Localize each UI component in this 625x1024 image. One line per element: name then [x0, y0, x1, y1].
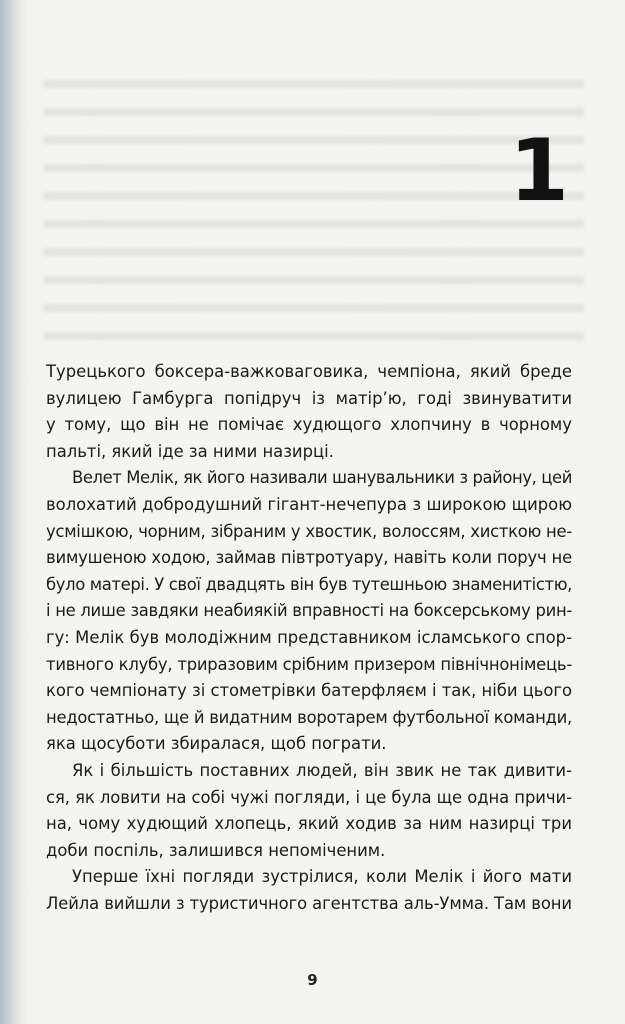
text-line: тивного клубу, триразовим срібним призером північнонімець-	[46, 654, 573, 674]
text-line: кого чемпіонату зі стометрівки батерфляєм і так, ніби цього	[46, 681, 572, 701]
body-text	[46, 359, 572, 917]
spine-shadow	[0, 0, 22, 1024]
text-line: Уперше їхні погляди зустрілися, коли Мелік і його мати	[72, 867, 572, 887]
text-line: на, чому худющий хлопець, який ходив за ним назирці три	[46, 814, 572, 834]
text-line: гу: Мелік був молодіжним представником ісламського спор-	[46, 627, 572, 647]
text-line: недостатньо, ще й видатним воротарем футбольної команди,	[46, 707, 572, 727]
text-line: усмішкою, чорним, зібраним у хвостик, волоссям, хисткою не-	[46, 521, 572, 541]
show-through-texture	[44, 60, 584, 360]
text-line: вимушеною ходою, займав півтротуару, навіть коли поруч не	[46, 548, 572, 568]
paragraph	[46, 758, 572, 864]
text-line: Як і більшість поставних людей, він звик не так дивити-	[72, 760, 572, 780]
page-number: 9	[307, 971, 318, 989]
paragraph	[46, 864, 572, 917]
text-line: пальті, який іде за ними назирці.	[46, 441, 334, 461]
text-line: Турецького боксера-важковаговика, чемпіона, який бреде	[46, 362, 572, 381]
text-line: у тому, що він не помічає худющого хлопчину в чорному	[46, 415, 572, 435]
paragraph	[46, 465, 572, 758]
text-line: Лейла вийшли з туристичного агентства аль-Умма. Там вони	[46, 893, 572, 913]
text-line: яка щосуботи збиралася, щоб пограти.	[46, 734, 387, 754]
chapter-number: 1	[509, 121, 567, 221]
text-line: було матері. У свої двадцять він був тутешньою знаменитістю,	[46, 574, 572, 594]
text-line: ся, як ловити на собі чужі погляди, і це була ще одна причи-	[46, 787, 572, 807]
text-line: Велет Мелік, як його називали шанувальники з району, цей	[72, 468, 572, 488]
text-line: і не лише завдяки неабиякій вправності на боксерському рин-	[46, 601, 572, 621]
text-line: доби поспіль, залишився непоміченим.	[46, 840, 386, 860]
text-line: волохатий добродушний гігант-нечепура з широкою щирою	[46, 494, 572, 514]
paragraph	[46, 359, 572, 465]
text-line: вулицею Гамбурга попідруч із матір’ю, годі звинуватити	[46, 388, 572, 408]
